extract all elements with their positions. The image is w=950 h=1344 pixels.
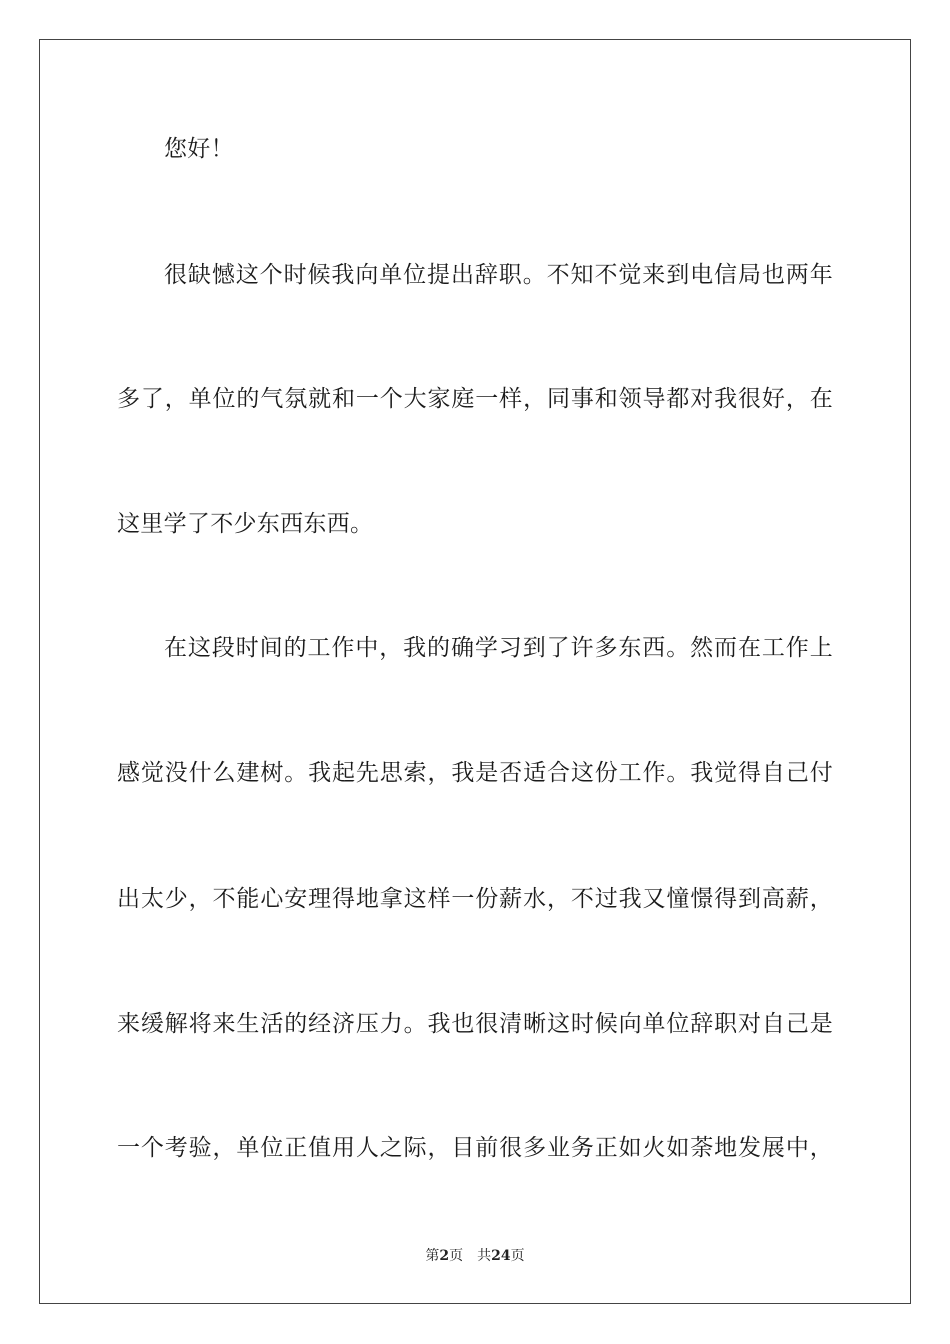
total-suffix: 页 bbox=[510, 1248, 525, 1264]
text-line-4: 在这段时间的工作中，我的确学习到了许多东西。然而在工作上 bbox=[164, 635, 833, 661]
page-suffix: 页 bbox=[449, 1248, 464, 1264]
text-line-2: 多了，单位的气氛就和一个大家庭一样，同事和领导都对我很好，在 bbox=[117, 386, 833, 412]
total-pages: 24 bbox=[491, 1248, 511, 1264]
greeting: 您好！ bbox=[164, 136, 234, 162]
text-line-1: 很缺憾这个时候我向单位提出辞职。不知不觉来到电信局也两年 bbox=[164, 262, 833, 288]
page-prefix: 第 bbox=[425, 1248, 440, 1264]
text-line-8: 一个考验，单位正值用人之际，目前很多业务正如火如荼地发展中， bbox=[117, 1135, 833, 1161]
text-line-5: 感觉没什么建树。我起先思索，我是否适合这份工作。我觉得自己付 bbox=[117, 760, 833, 786]
page-number: 2 bbox=[439, 1248, 450, 1264]
total-prefix: 共 bbox=[477, 1248, 492, 1264]
page-footer bbox=[0, 1247, 950, 1265]
text-line-7: 来缓解将来生活的经济压力。我也很清晰这时候向单位辞职对自己是 bbox=[117, 1011, 833, 1037]
page-border bbox=[39, 39, 911, 1304]
text-line-3: 这里学了不少东西东西。 bbox=[117, 511, 374, 537]
text-line-6: 出太少，不能心安理得地拿这样一份薪水，不过我又憧憬得到高薪， bbox=[117, 886, 833, 912]
